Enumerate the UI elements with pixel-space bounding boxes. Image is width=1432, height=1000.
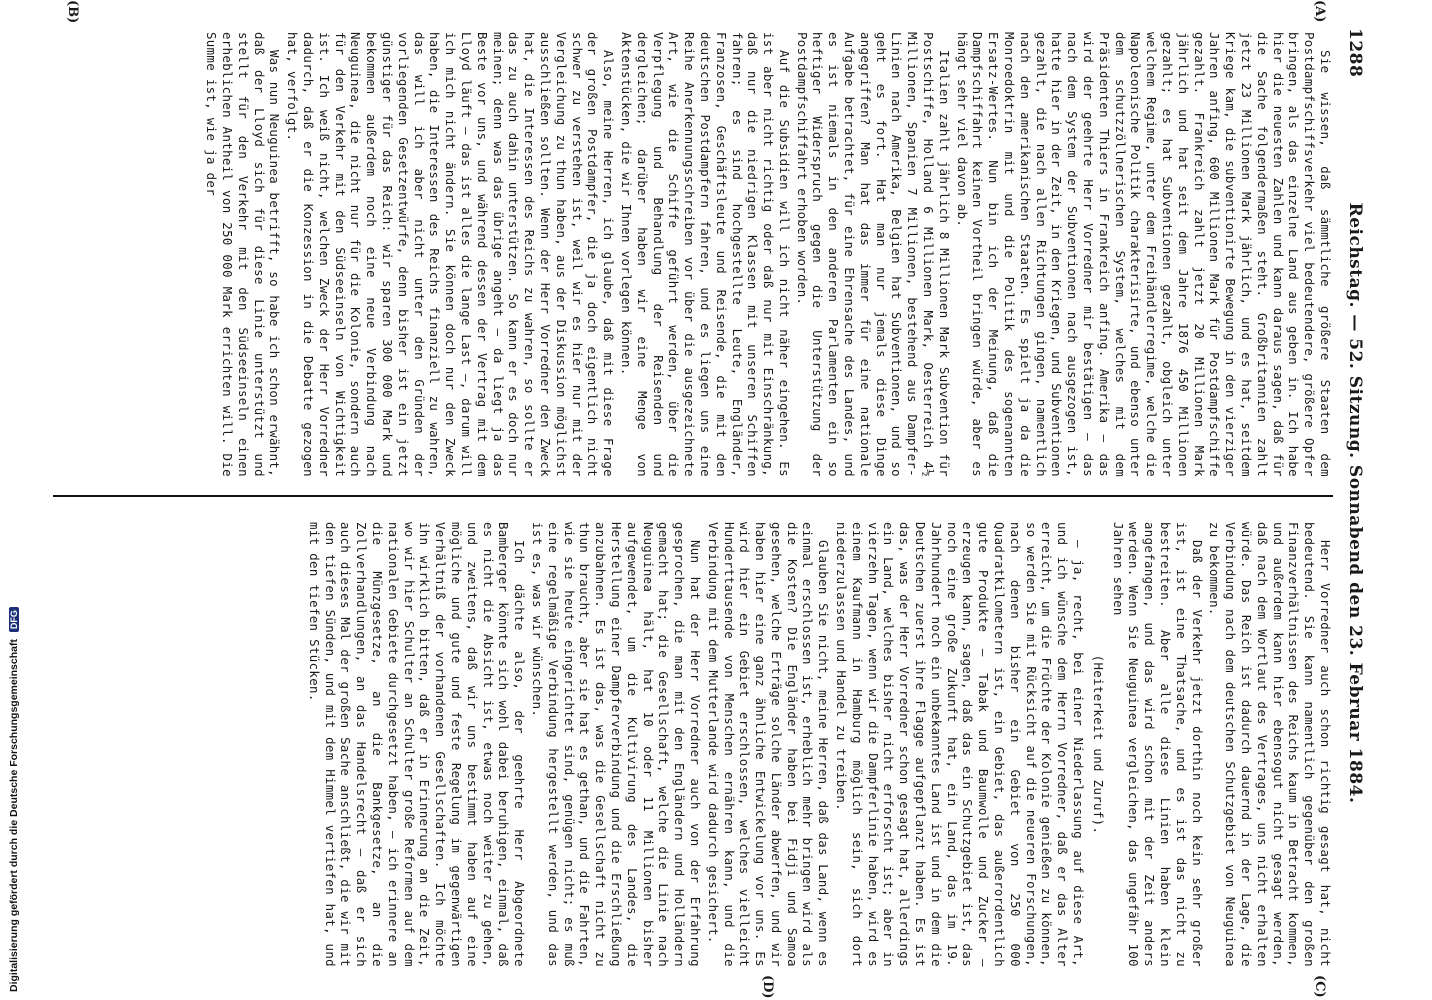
page-number: 1288 — [1345, 28, 1365, 78]
paragraph: Also, meine Herren, ich glaube, daß mit diese Frage der großen Postdampfer, die ja doch eigentlich nicht schwer zu verstehen ist, weil wir es hier nur mit der Vergleichung zu thun haben, aus der Diskussion möglichst ausschließen sollten. Wenn der Herr Vorredner den Zweck hat, die Interessen des Reichs zu wahren, so sollte er das zu auch dahin unterstützen. So kann er es doch nur meinen; denn was das übrige angeht — da liegt ja das Beste vor uns, und während dessen der Vertrag mit dem Lloyd läuft — das ist alles die lange Last —, darum will ich mich nicht ändern. Sie können doch nur den Zweck haben, die Interessen des Reichs finanziell zu wahren, das will ich aber nicht unter den Gründen der vorliegenden Gesetzentwürfe, denn bisher ist ein jetzt günstiger für das Reich: wir sparen 300 000 Mark und bekommen außerdem noch eine neue Verbindung nach Neuguinea, die nicht nur für die Kolonie, sondern auch für den Verkehr mit den Südseeinseln von Wichtigkeit ist. Ich weiß nicht, welchen Zweck der Herr Vorredner dadurch, daß er die Konzession in die Debatte gezogen hat, verfolgt. — [285, 32, 617, 477]
section-marker-d: (D) — [760, 975, 775, 999]
credit-text: Digitalisierung gefördert durch die Deutsche Forschungsgemeinschaft — [8, 639, 20, 992]
left-text-column — [53, 32, 1333, 477]
paragraph: Herr Vorredner auch schon richtig gesagt hat, nicht bedeutend. Sie kann namentlich gegenüber den großen Finanzverhältnissen des Reichs kaum in Betracht kommen, und außerdem kann hier ebensogut nicht gesagt werden, daß nach dem Wortlaut des Vertrages, uns nicht erhalten würde. Das Reich ist dadurch dauernd in der Lage, die Verbindung nach dem deutschen Schutzgebiet von Neuguinea zu bekommen. — [1207, 522, 1333, 967]
section-marker-b: (B) — [65, 0, 80, 24]
interjection: (Heiterkeit und Zuruf). — [1090, 654, 1106, 835]
paragraph: Daß der Verkehr jetzt dorthin noch kein sehr großer ist, ist eine Thatsache, und es ist das nicht zu bestreiten. Aber alle diese Linien haben klein angefangen, und das wird schon mit der Zeit anders werden. Wenn Sie Neuguinea vergleichen, das ungefähr 100 Jahren sehen — [1110, 522, 1205, 967]
paragraph: Italien zahlt jährlich 8 Millionen Mark Subvention für Postschiffe, Holland 6 Millionen Mark, Oesterreich 4½ Millionen, Spanien 7 Millionen, bestehend aus Dampfer-Linien nach Amerika, Belgien hat Subventionen, und so geht es fort. Hat man nur jemals diese Dinge angegriffen? Man hat das immer für eine nationale Aufgabe betrachtet, für eine Ehrensache des Landes, und es ist niemals in den anderen Parlamenten ein so heftiger Widerspruch gegen die Unterstützung der Postdampfschiffahrt erhoben worden. — [794, 32, 952, 477]
dfg-logo-icon: DFG — [9, 607, 19, 632]
paragraph: Was nun Neuguinea betrifft, so habe ich schon erwähnt, daß der Lloyd sich für diese Linie unterstützt und stellt für den Verkehr mit den Südseeinseln einen erheblichen Antheil von 250 000 Mark errichten will. Die Summe ist, wie ja der — [204, 32, 283, 477]
paragraph: Nun hat der Herr Vorredner auch von der Erfahrung gesprochen, die man mit den Engländern und Holländern gemacht hat; die Gesellschaft, welche die Linie nach Neuguinea hält, hat 10 oder 11 Millionen bisher aufgewendet, um die Kultivirung des Landes, die Herstellung einer Dampferverbindung und die Erschließung anzubahnen. Es ist das, was die Gesellschaft nicht zu thun braucht, aber sie hat es gethan, und die Fahrten, wie sie heute eingerichtet sind, genügen nicht; es muß eine regelmäßige Verbindung hergestellt werden, und das ist es, was wir wünschen. — [529, 522, 703, 967]
paragraph: Glauben Sie nicht, meine Herren, daß das Land, wenn es einmal erschlossen ist, erheblich mehr bringen wird als die Kosten? Die Engländer haben bei Fidji und Samoa gesehen, welche Erträge solche Länder abwerfen, und wir haben hier eine ganz ähnliche Entwickelung vor uns. Es wird hier ein Gebiet erschlossen, welches vielleicht Hunderttausende von Menschen ernähren kann, und die Verbindung mit dem Mutterlande wird dadurch gesichert. — [705, 522, 832, 967]
section-marker-c: (C) — [1312, 975, 1327, 998]
section-marker-a: (A) — [1312, 0, 1327, 23]
page-title: Reichstag. — 52. Sitzung. Sonnabend den 23. Februar 1884. — [1345, 202, 1365, 804]
right-text-column — [53, 522, 1333, 967]
page-header — [1335, 28, 1365, 978]
paragraph: Ich dächte also, der geehrte Herr Abgeordnete Bamberger könnte sich wohl dabei beruhigen, einmal, daß es nicht die Absicht ist, etwas noch weiter zu gehen, und zweitens, daß wir uns bestimmt haben auf eine mögliche und gute und feste Regelung im gegenwärtigen Verhältniß der vorhandenen Gesellschaften. Ich möchte ihn wirklich bitten, daß er in Erinnerung an die Zeit, wo wir hier Schulter an Schulter große Reformen auf dem nationalen Gebiete durchgesetzt haben, — ich erinnere an die Münzgesetze, an die Bankgesetze, an die Zollverhandlungen, an das Handelsrecht — daß er sich auch dieses Mal der großen Sache anschließt, die wir mit den tiefen Sünden, und mit dem Himmel vertiefen hat, und mit den tiefen Stücken. — [306, 522, 528, 967]
column-divider — [53, 495, 1333, 497]
paragraph: — ja, recht, bei einer Niederlassung auf diese Art, und ich wünsche dem Herrn Vorredner, daß er das Alter erreicht, um die Früchte der Kolonie genießen zu können, so werden Sie mit Rücksicht auf die neueren Forschungen, nach denen bisher ein Gebiet von 250 000 Quadratkilometern ist, ein Gebiet, das außerordentlich gute Produkte — Tabak und Baumwolle und Zucker — erzeugen kann, sagen, daß das ein Schutzgebiet ist, das noch eine große Zukunft hat, ein Land, das im 19. Jahrhundert noch ein unbekanntes Land ist und in dem die Deutschen zuerst ihre Flagge aufgepflanzt haben. Es ist das, was der Herr Vorredner schon gesagt hat, allerdings ein Land, welches bisher nicht erforscht ist; aber in vierzehn Tagen, wenn wir die Dampferlinie haben, wird es einem Kaufmann in Hamburg möglich sein, sich dort niederzulassen und Handel zu treiben. — [834, 522, 1087, 967]
digitization-credit — [6, 600, 26, 1000]
paragraph: Auf die Subsidien will ich nicht näher eingehen. Es ist aber nicht richtig oder daß nur mit Einschränkung, daß nur die niedrigen Klassen mit unseren Schiffen fahren; es sind hochgestellte Leute, Engländer, Franzosen, Geschäftsleute und Reisende, die mit den deutschen Postdampfern fahren, und es liegen uns eine Reihe Anerkennungsschreiben vor über die ausgezeichnete Art, wie die Schiffe geführt werden, über die Verpflegung und Behandlung der Reisenden und dergleichen; darüber haben wir eine Menge von Aktenstücken, die wir Ihnen vorlegen können. — [618, 32, 792, 477]
paragraph: Sie wissen, daß sämmtliche größere Staaten dem Postdampfschiffsverkehr viel bedeutendere, größere Opfer bringen, als das einzelne Land aus geben in. Ich habe hier die neuesten Zahlen und kann daraus sagen, daß für die Sache folgendermaßen steht. Großbritannien zahlt jetzt 23 Millionen Mark jährlich, und es hat, seitdem Kriege kam, die subventionirte Bewegung in den vierziger Jahren anfing, 600 Millionen Mark für Postdampfschiffe gezahlt. Frankreich zahlt jetzt 20 Millionen Mark jährlich und hat seit dem Jahre 1876 450 Millionen gezahlt; es hat Subventionen gezahlt, obgleich unter welchem Regime, unter dem Freihändlerregime, welche die Napoleonische Politik charakterisirte, und ebenso unter dem schutzzöllnerischen System, welches mit dem Präsidenten Thiers in Frankreich anfing. Amerika — das wird der geehrte Herr Vorredner mir bestätigen — das nach dem System der Subventionen nach ausgezogen ist, hatte hier in der Zeit, in den Kriegen, und Subventionen gezahlt, die nach allen Richtungen gingen, namentlich nach den amerikanischen Staaten. Es spielt ja da die Monroedoktrin mit und die Politik des sogenannten Ersatz-Wertes. Nun bin ich der Meinung, daß die Dampfschiffahrt keinen Vortheil bringen würde, aber es hängt sehr viel davon ab. — [954, 32, 1333, 477]
